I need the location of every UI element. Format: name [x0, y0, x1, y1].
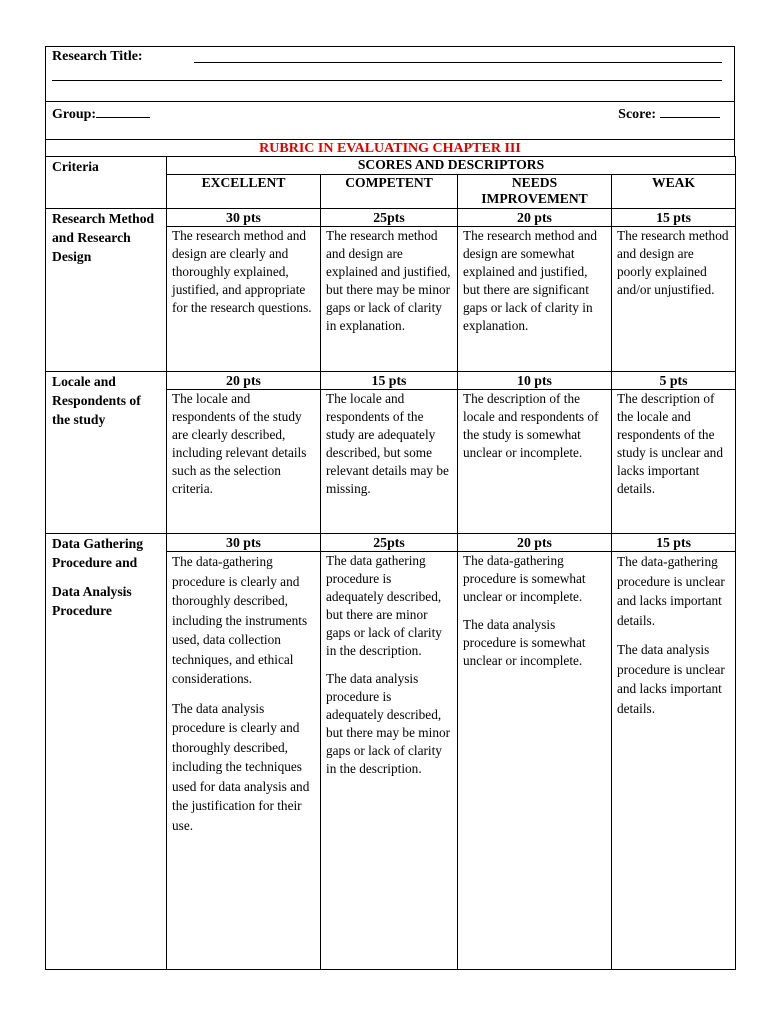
points-cell: 5 pts: [612, 372, 736, 390]
scores-header: SCORES AND DESCRIPTORS: [167, 157, 736, 175]
research-title-label: Research Title:: [52, 49, 143, 64]
header-row: [46, 157, 736, 175]
rubric-title: RUBRIC IN EVALUATING CHAPTER III: [45, 139, 735, 156]
descriptor-text: The data-gathering procedure is somewhat unclear or incomplete.: [463, 553, 586, 604]
level-weak: WEAK: [612, 175, 736, 209]
level-excellent: EXCELLENT: [167, 175, 321, 209]
descriptor-text: The data analysis procedure is clearly and thoroughly described, including the techniques used for data analysis and the justification for their use.: [172, 700, 310, 833]
descriptor-text: The data analysis procedure is somewhat unclear or incomplete.: [463, 617, 586, 668]
points-cell: 25pts: [321, 209, 458, 227]
descriptor-text: The description of the locale and respondents of the study is unclear and lacks important details.: [617, 391, 723, 496]
points-cell: 20 pts: [458, 209, 612, 227]
points-cell: 25pts: [321, 534, 458, 552]
criterion-text: Data Gathering Procedure and: [52, 536, 143, 570]
descriptor-text: The research method and design are explained and justified, but there may be minor gaps or lack of clarity in explanation.: [326, 228, 451, 333]
descriptor-cell: [321, 390, 458, 534]
descriptor-cell: [458, 390, 612, 534]
descriptor-cell: [167, 552, 321, 970]
descriptor-cell: [321, 227, 458, 372]
table-row: [46, 209, 736, 227]
group-blank-line: [96, 105, 150, 118]
points-cell: 15 pts: [321, 372, 458, 390]
points-cell: 15 pts: [612, 209, 736, 227]
criterion-text: Data Analysis Procedure: [52, 584, 132, 618]
descriptor-text: The research method and design are clearly and thoroughly explained, justified, and appropriate for the research questions.: [172, 228, 312, 315]
research-title-blank-line: [194, 62, 722, 63]
criteria-header: Criteria: [46, 157, 167, 209]
descriptor-cell: [167, 227, 321, 372]
criterion-cell: Research Method and Research Design: [46, 209, 167, 372]
criterion-cell: [46, 534, 167, 970]
table-row: [46, 372, 736, 390]
descriptor-text: The data gathering procedure is adequately described, but there are minor gaps or lack of clarity in the description.: [326, 553, 442, 658]
descriptor-cell: [458, 552, 612, 970]
rubric-document: [45, 46, 735, 970]
score-blank-line: [660, 105, 720, 118]
points-cell: 10 pts: [458, 372, 612, 390]
descriptor-text: The research method and design are somewhat explained and justified, but there are significant gaps or lack of clarity in explanation.: [463, 228, 598, 333]
level-needs-improvement: NEEDS IMPROVEMENT: [458, 175, 612, 209]
score-label: Score:: [618, 107, 656, 122]
descriptor-text: The locale and respondents of the study are clearly described, including relevant details such as the selection criteria.: [172, 391, 307, 496]
descriptor-cell: [612, 390, 736, 534]
descriptor-text: The data-gathering procedure is clearly and thoroughly described, including the instruments used, data collection techniques, and ethical considerations.: [172, 554, 308, 686]
points-cell: 30 pts: [167, 209, 321, 227]
table-row: [46, 534, 736, 552]
descriptor-text: The data analysis procedure is adequately described, but there may be minor gaps or lack of clarity in the description.: [326, 671, 451, 776]
research-title-blank-line-2: [52, 80, 722, 81]
descriptor-cell: [321, 552, 458, 970]
descriptor-text: The data analysis procedure is unclear and lacks important details.: [617, 642, 725, 716]
research-title-section: [45, 46, 735, 101]
criterion-cell: Locale and Respondents of the study: [46, 372, 167, 534]
points-cell: 30 pts: [167, 534, 321, 552]
descriptor-cell: [612, 552, 736, 970]
points-cell: 20 pts: [458, 534, 612, 552]
group-score-section: [45, 101, 735, 139]
points-cell: 20 pts: [167, 372, 321, 390]
descriptor-text: The research method and design are poorly explained and/or unjustified.: [617, 228, 729, 297]
group-field: [52, 105, 150, 123]
rubric-table: [45, 156, 736, 970]
descriptor-text: The locale and respondents of the study are adequately described, but some relevant details may be missing.: [326, 391, 449, 496]
descriptor-cell: [612, 227, 736, 372]
descriptor-text: The data-gathering procedure is unclear and lacks important details.: [617, 554, 725, 628]
level-competent: COMPETENT: [321, 175, 458, 209]
points-cell: 15 pts: [612, 534, 736, 552]
group-label: Group:: [52, 107, 97, 122]
descriptor-cell: [167, 390, 321, 534]
descriptor-text: The description of the locale and respondents of the study is somewhat unclear or incomplete.: [463, 391, 599, 460]
descriptor-cell: [458, 227, 612, 372]
score-field: [618, 105, 720, 123]
